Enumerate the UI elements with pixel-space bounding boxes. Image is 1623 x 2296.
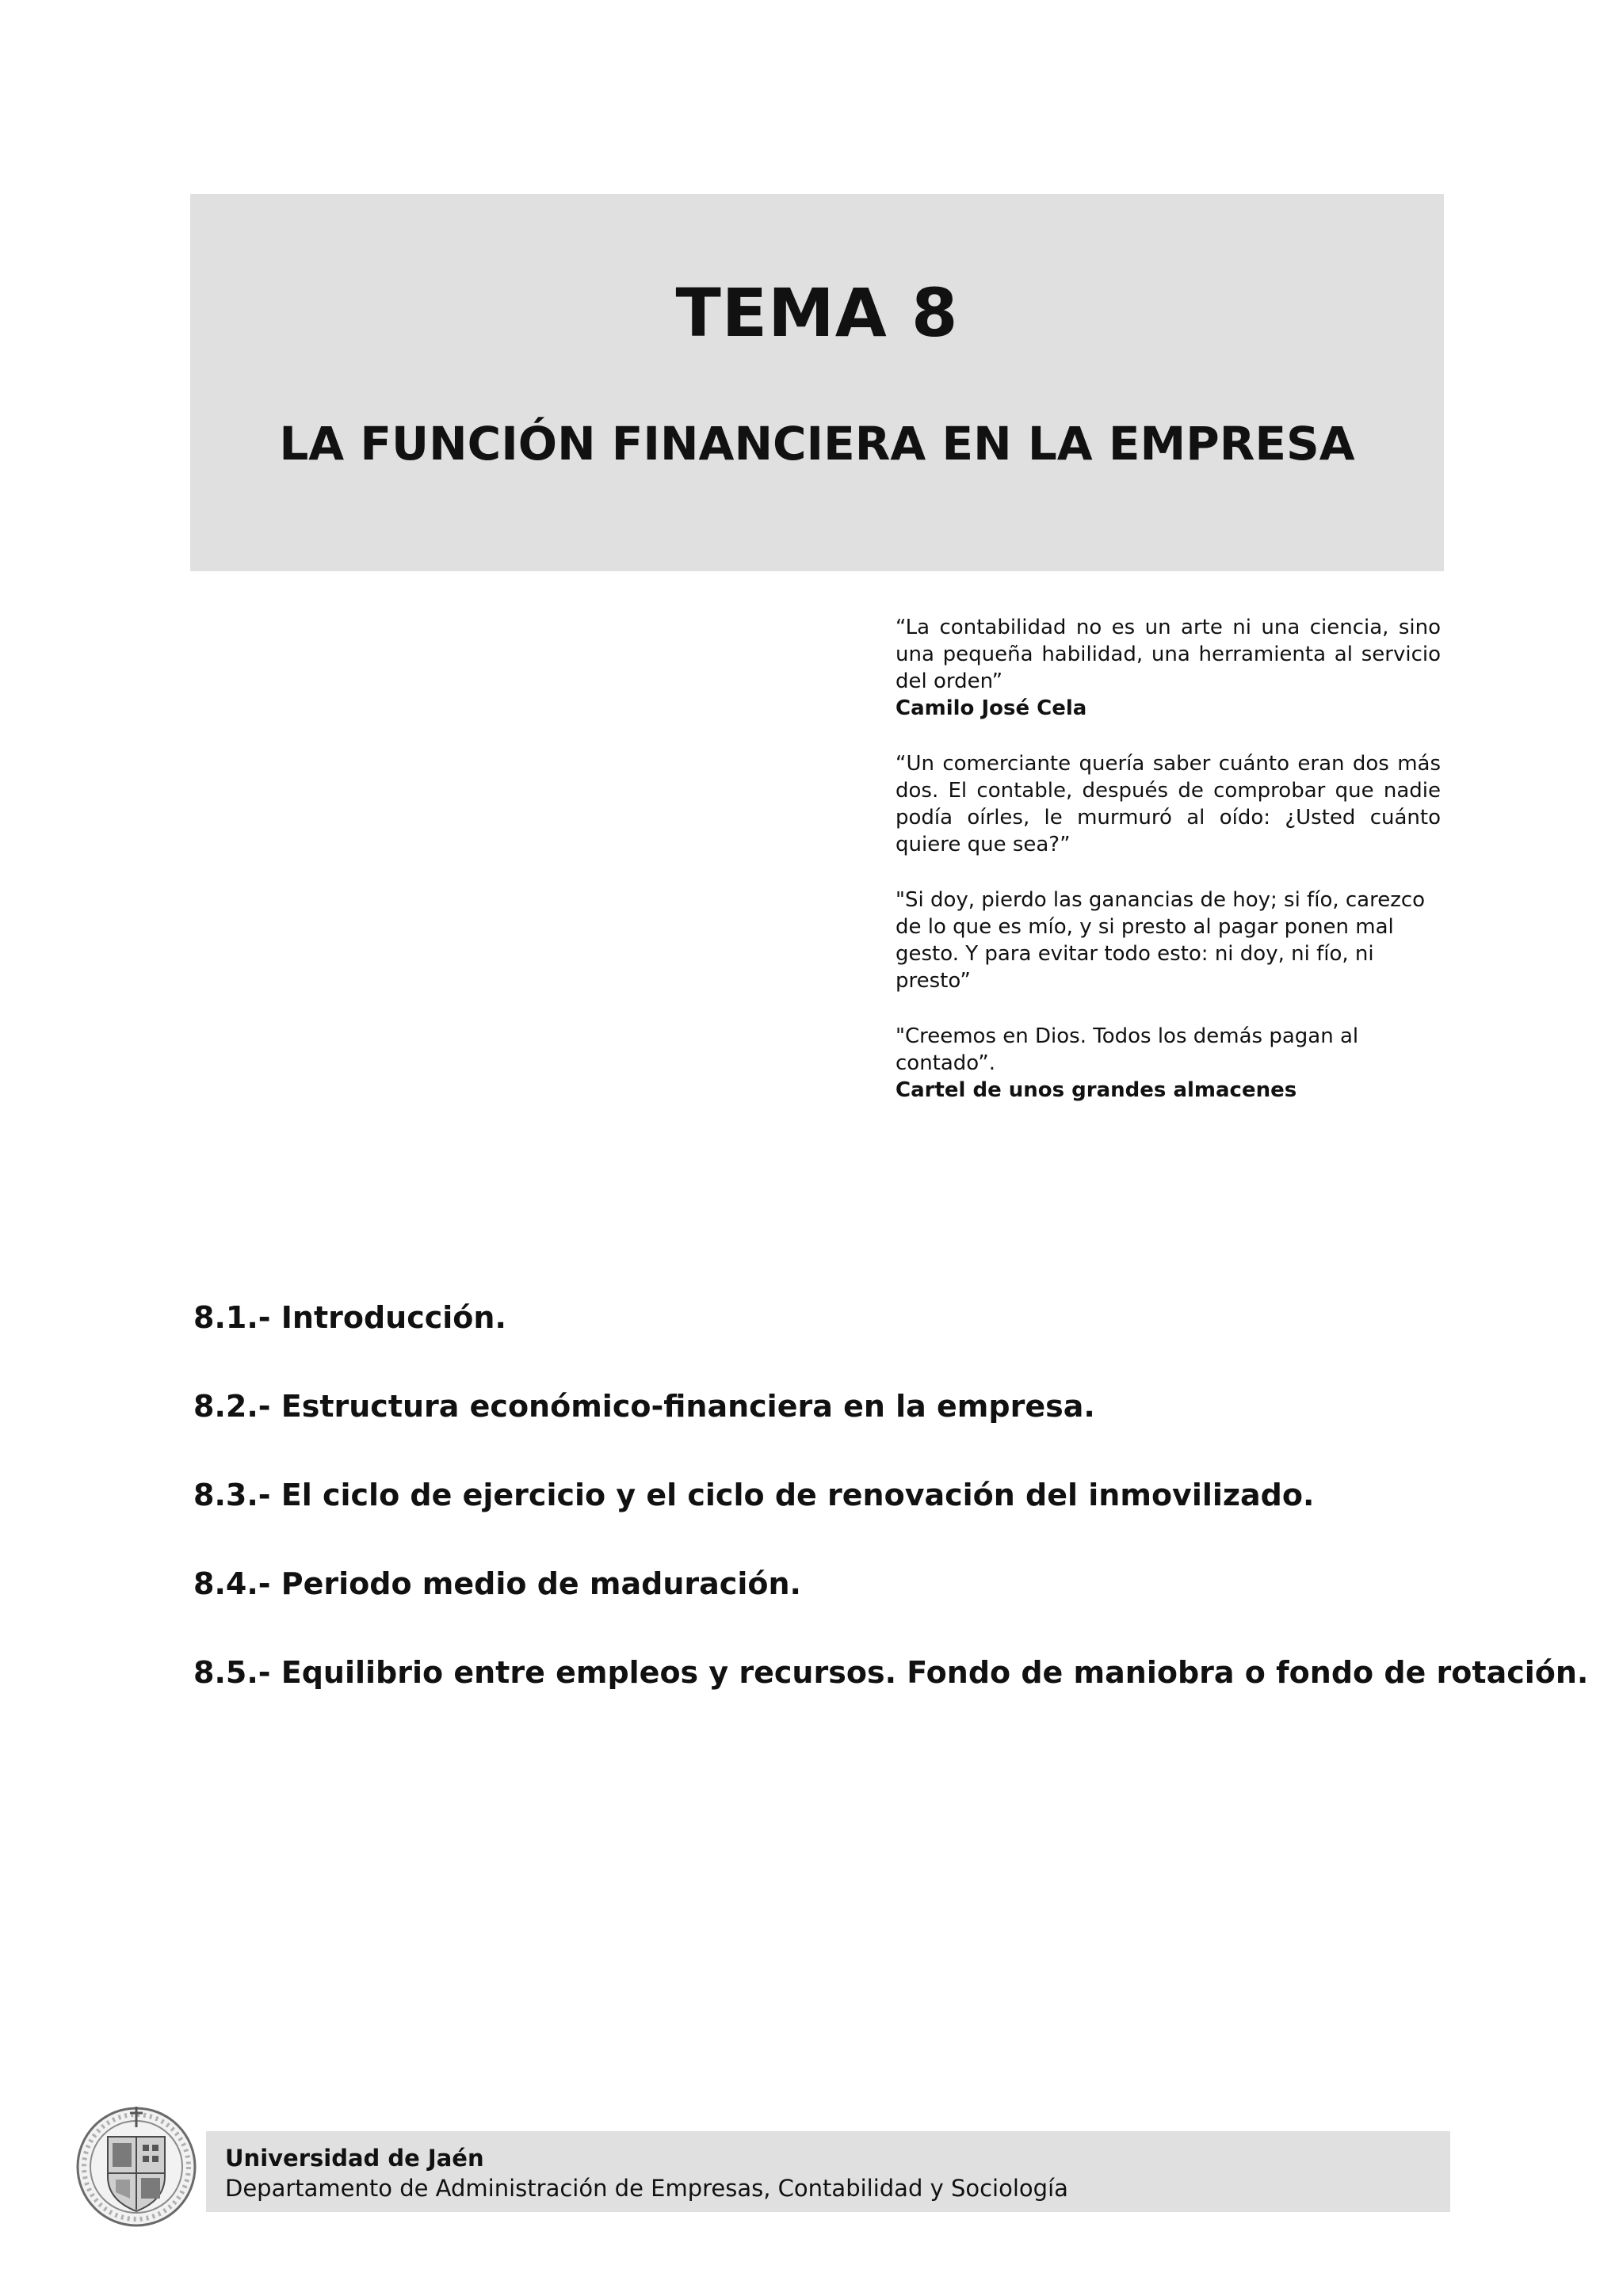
quote-text: "Si doy, pierdo las ganancias de hoy; si fío, carezco de lo que es mío, y si presto al pagar ponen mal gesto. Y para evitar todo esto: ni doy, ni fío, ni presto”: [896, 888, 1426, 993]
chapter-title: LA FUNCIÓN FINANCIERA EN LA EMPRESA: [279, 417, 1355, 471]
quote-author: Cartel de unos grandes almacenes: [896, 1078, 1297, 1102]
quote-block: [896, 750, 1441, 858]
university-name: Universidad de Jaén: [225, 2145, 484, 2172]
toc-item: 8.2.- Estructura económico-financiera en la empresa.: [193, 1389, 1095, 1424]
quote-author: Camilo José Cela: [896, 696, 1087, 720]
quote-text: “Un comerciante quería saber cuánto eran dos más dos. El contable, después de comprobar que nadie podía oírles, le murmuró al oído: ¿Usted cuánto quiere que sea?”: [896, 752, 1441, 856]
quote-block: [896, 1023, 1441, 1104]
epigraph-quotes: [896, 614, 1441, 1132]
toc-item: 8.4.- Periodo medio de maduración.: [193, 1566, 801, 1601]
table-of-contents: [193, 1295, 1589, 1739]
footer: [206, 2131, 1450, 2212]
university-seal-icon: [73, 2103, 200, 2230]
chapter-number: TEMA 8: [675, 274, 959, 352]
quote-block: [896, 887, 1441, 994]
department-name: Departamento de Administración de Empresas, Contabilidad y Sociología: [225, 2175, 1068, 2202]
quote-block: [896, 614, 1441, 722]
toc-item: 8.1.- Introducción.: [193, 1300, 506, 1335]
quote-text: “La contabilidad no es un arte ni una ciencia, sino una pequeña habilidad, una herramienta al servicio del orden”: [896, 616, 1441, 693]
title-banner: [190, 194, 1444, 571]
toc-item: 8.5.- Equilibrio entre empleos y recursos. Fondo de maniobra o fondo de rotación.: [193, 1655, 1589, 1690]
quote-text: "Creemos en Dios. Todos los demás pagan al contado”.: [896, 1024, 1359, 1075]
toc-item: 8.3.- El ciclo de ejercicio y el ciclo de renovación del inmovilizado.: [193, 1478, 1315, 1512]
